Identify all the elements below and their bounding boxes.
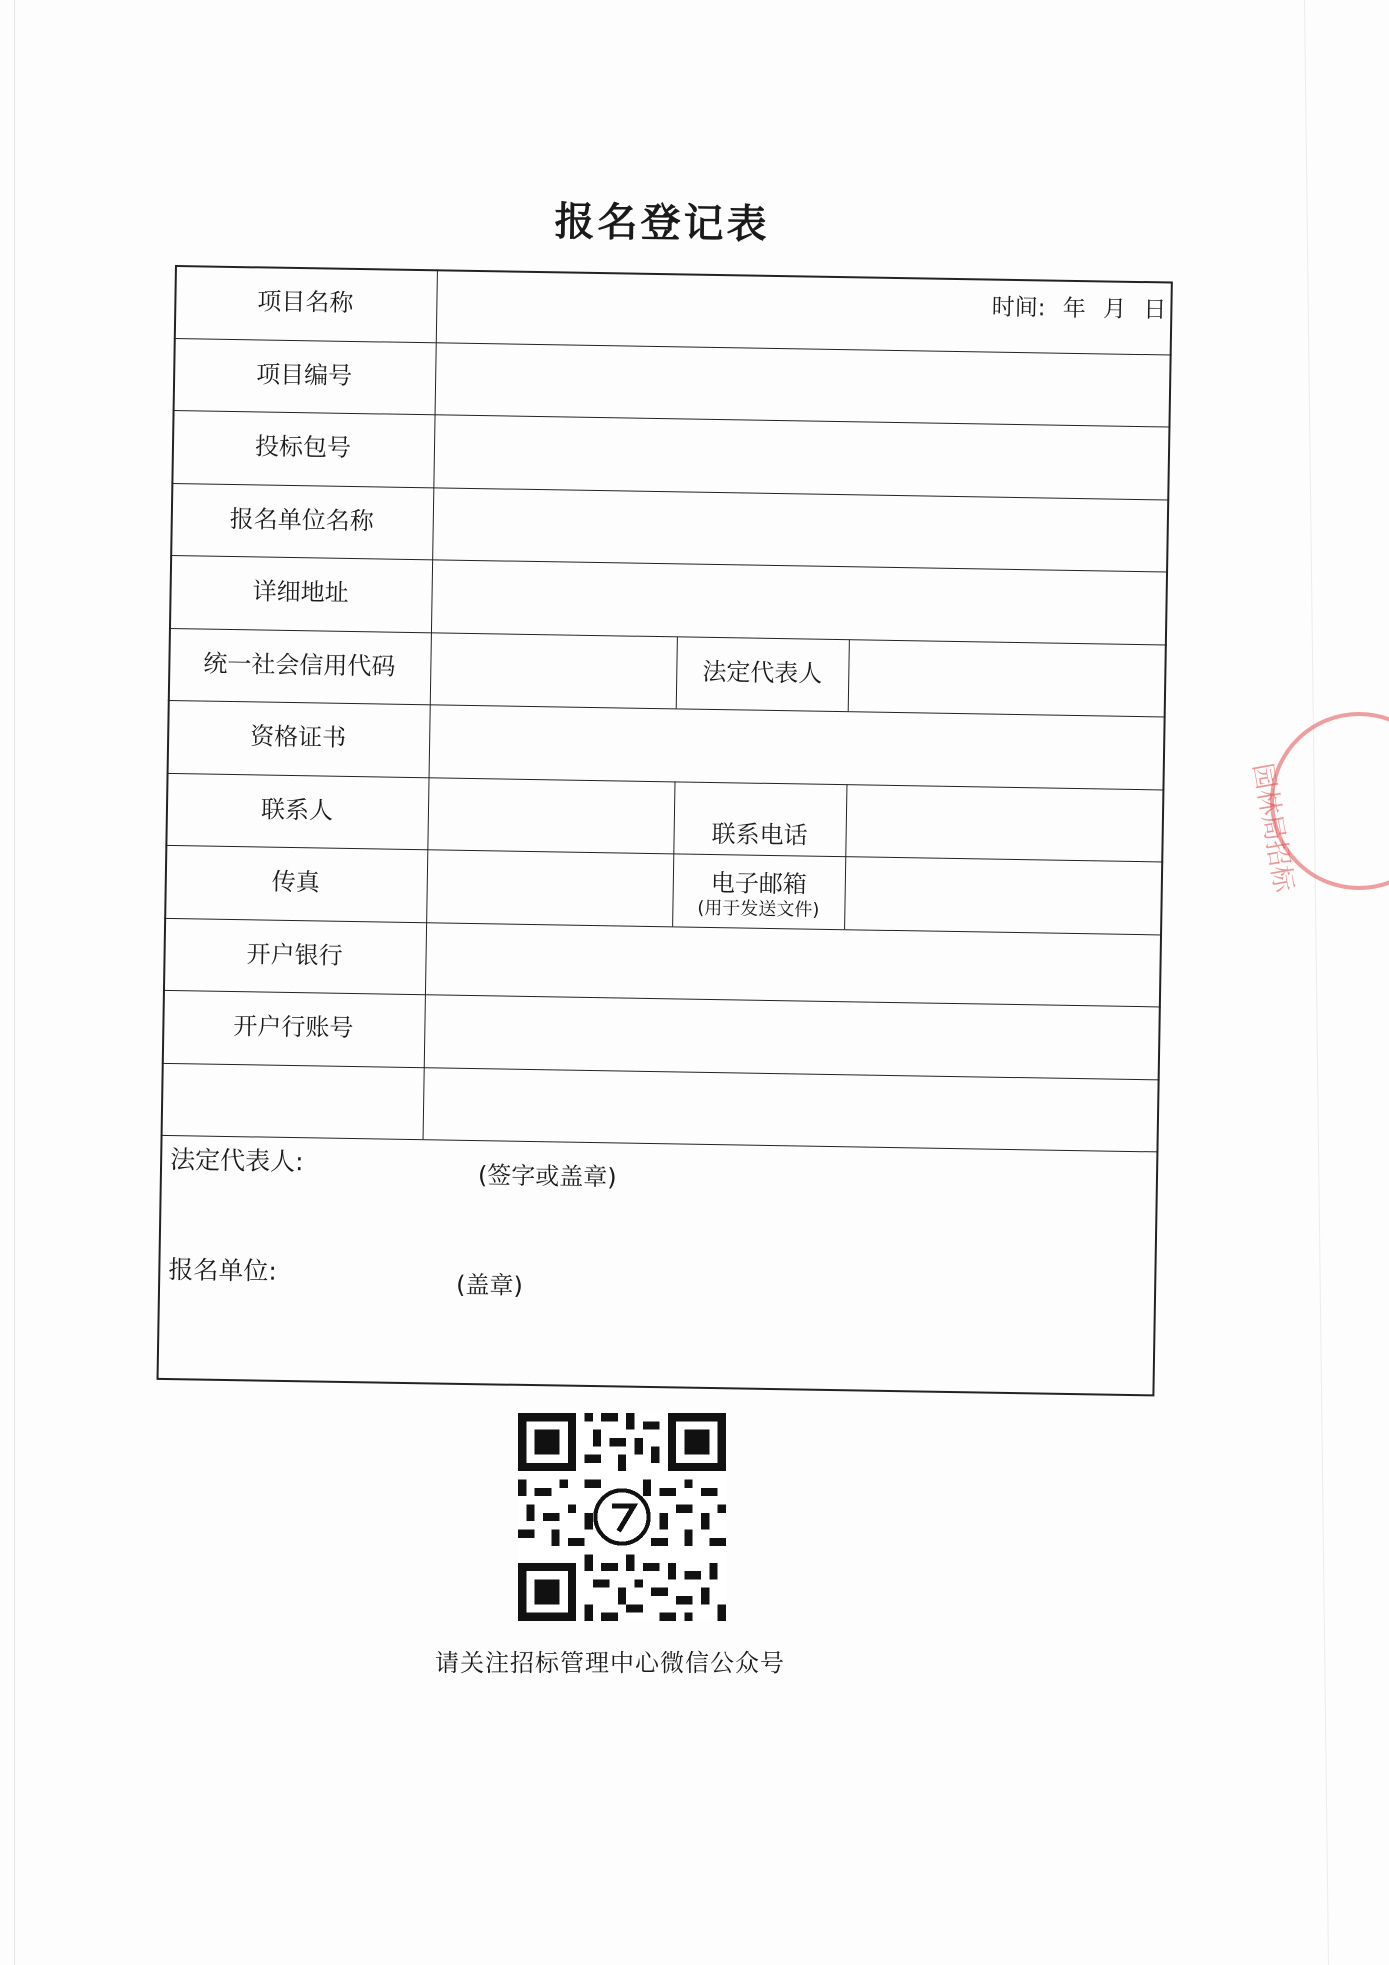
seal-text: 园林局招标 <box>1246 761 1299 895</box>
label-qualification: 资格证书 <box>249 722 347 752</box>
wechat-qr-code <box>518 1413 726 1621</box>
legal-rep-signature-label: 法定代表人: <box>169 1145 304 1177</box>
label-bank-account: 开户行账号 <box>233 1012 354 1043</box>
unit-seal-label: 报名单位: <box>168 1255 278 1286</box>
form-title: 报名登记表 <box>554 198 770 248</box>
registration-form <box>157 265 1173 1396</box>
label-fax: 传真 <box>271 867 321 897</box>
label-email <box>672 867 845 922</box>
label-bank: 开户银行 <box>246 940 343 970</box>
legal-rep-signature-hint: (签字或盖章) <box>477 1161 617 1192</box>
label-registrant-name: 报名单位名称 <box>229 504 375 536</box>
qr-caption: 请关注招标管理中心微信公众号 <box>435 1649 785 1677</box>
scan-edge-right <box>1304 0 1329 1965</box>
email-label-text: 电子邮箱 <box>710 868 808 899</box>
label-address: 详细地址 <box>252 577 349 607</box>
scan-edge-left <box>14 0 15 1965</box>
label-bid-package-number: 投标包号 <box>254 432 352 462</box>
email-note: (用于发送文件) <box>697 897 820 921</box>
label-credit-code: 统一社会信用代码 <box>203 649 396 681</box>
unit-seal-hint: (盖章) <box>455 1270 524 1300</box>
label-contact-person: 联系人 <box>260 795 334 825</box>
label-legal-representative: 法定代表人 <box>702 657 823 688</box>
label-project-number: 项目编号 <box>255 360 353 390</box>
date-line: 时间: 年 月 日 <box>991 294 1167 324</box>
label-project-name: 项目名称 <box>257 287 354 317</box>
label-contact-phone: 联系电话 <box>711 819 808 850</box>
